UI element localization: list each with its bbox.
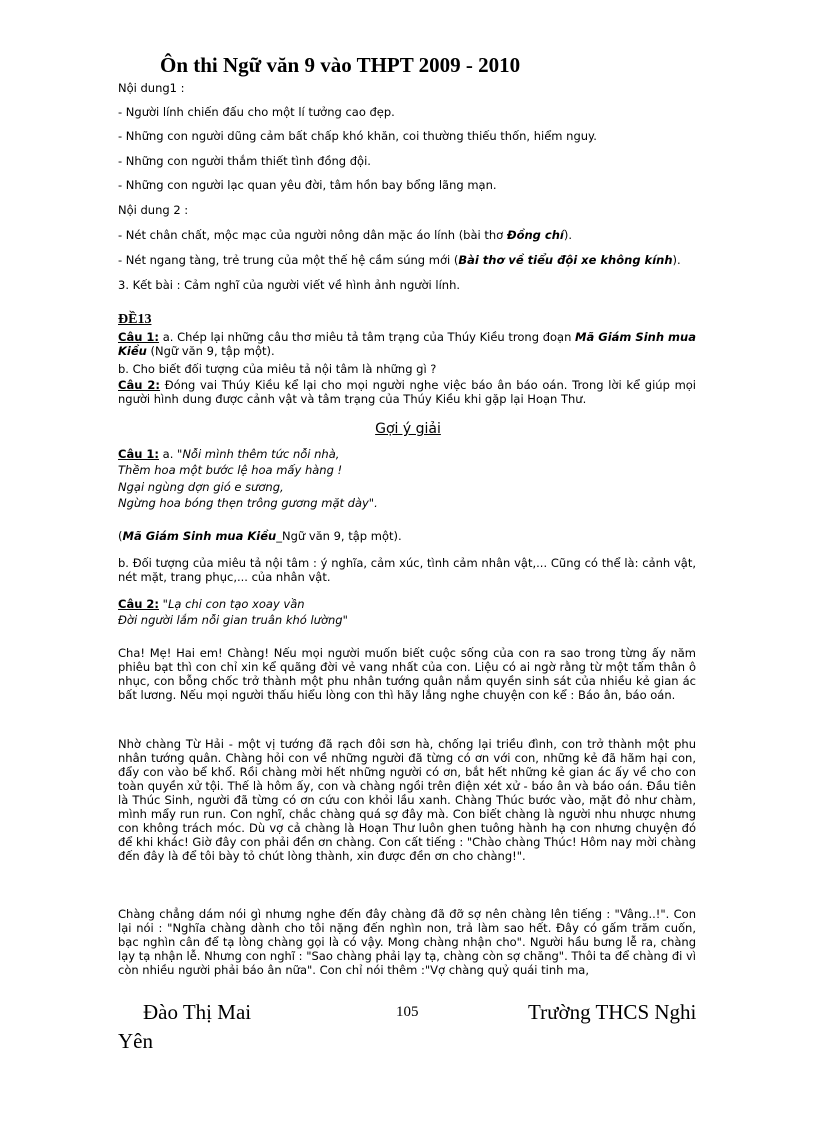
question-2 xyxy=(118,378,696,406)
conclusion-line: 3. Kết bài : Cảm nghĩ của người viết về hình ảnh người lính. xyxy=(118,278,461,292)
text-span: ). xyxy=(672,253,681,267)
question-label: Câu 2: xyxy=(118,378,161,392)
text-span: a. Chép lại những câu thơ miêu tả tâm trạng của Thúy Kiều trong đoạn xyxy=(159,330,576,344)
question-1 xyxy=(118,330,696,358)
text-span: a. " xyxy=(159,447,183,461)
page-title: Ôn thi Ngữ văn 9 vào THPT 2009 - 2010 xyxy=(160,53,521,77)
question-label: Câu 2: xyxy=(118,597,159,611)
poem-title: Mã Giám Sinh mua Kiều xyxy=(122,529,277,543)
content-heading-1: Nội dung1 : xyxy=(118,81,185,95)
list-item: - Những con người lạc quan yêu đời, tâm hồn bay bổng lãng mạn. xyxy=(118,178,497,192)
body-paragraph: Cha! Mẹ! Hai em! Chàng! Nếu mọi người muốn biết cuộc sống của con ra sao trong từng ấy năm phiêu bạt thì con chỉ xin kể quãng đời vẻ vang nhất của con. Liệu có ai ngờ rằng từ một tấm thân ô nhục, con bỗng chốc trở thành một phu nhân tướng quân nắm quyền sinh sát của nhiều kẻ gian ác bất lương. Nếu mọi người thấu hiểu lòng con thì hãy lắng nghe chuyện con kể : Báo ân, báo oán. xyxy=(118,646,696,702)
body-paragraph: Nhờ chàng Từ Hải - một vị tướng đã rạch đôi sơn hà, chống lại triều đình, con trở thành một phu nhân tướng quân. Chàng hỏi con về những người đã từng có ơn với con, những kẻ đã hãm hại con, đẩy con vào bể khổ. Rồi chàng mời hết những người có ơn, bắt hết những kẻ gian ác ấy về cho con toàn quyền xử tội. Thế là hôm ấy, con và chàng ngồi trên điện xét xử - báo ân và báo oán. Đầu tiên là Thúc Sinh, người đã từng có ơn cứu con khỏi lầu xanh. Chàng Thúc bước vào, mặt đỏ như chàm, mình mẩy run run. Con nghĩ, chắc chàng quá sợ đây mà. Con biết chàng là người nhu nhược nhưng con không trách móc. Dù vợ cả chàng là Hoạn Thư luôn ghen tuông hành hạ con nhưng chuyện đó để khi khác! Giờ đây con phải đền ơn chàng. Con cất tiếng : "Chào chàng Thúc! Hôm nay mời chàng đến đây là để tôi bày tỏ chút lòng thành, xin được đền ơn cho chàng!". xyxy=(118,737,696,863)
text-span: ( xyxy=(118,529,123,543)
body-paragraph: Chàng chẳng dám nói gì nhưng nghe đến đây chàng đã đỡ sợ nên chàng lên tiếng : "Vâng..!". Con lại nói : "Nghĩa chàng dành cho tôi nặng đến nghìn non, trả làm sao hết. Đây có gấm trăm cuốn, bạc nghìn cân để tạ lòng chàng gọi là có vậy. Mong chàng nhận cho". Người hầu bưng lễ ra, chàng lạy tạ nhận lễ. Nhưng con nghĩ : "Sao chàng phải lạy tạ, chàng còn sợ chăng". Thôi ta để chàng đi vì còn nhiều người phải báo ân nữa". Con chỉ nói thêm :"Vợ chàng quỷ quái tinh ma, xyxy=(118,907,696,977)
text-span: Đóng vai Thúy Kiều kể lại cho mọi người nghe việc báo ân báo oán. Trong lời kể giúp mọi người hình dung được cảnh vật và tâm trạng của Thúy Kiều khi gặp lại Hoạn Thư. xyxy=(118,378,697,406)
list-item xyxy=(118,253,681,267)
question-label: Câu 1: xyxy=(118,447,159,461)
text-span: _Ngữ văn 9, tập một). xyxy=(276,529,402,543)
exam-label: ĐỀ13 xyxy=(118,312,152,327)
footer-author: Đào Thị Mai xyxy=(143,1000,252,1024)
text-span: (Ngữ văn 9, tập một). xyxy=(146,344,275,358)
footer-school: Trường THCS Nghi xyxy=(528,1000,697,1024)
text-span: - Nét ngang tàng, trẻ trung của một thế hệ cầm súng mới ( xyxy=(118,253,459,267)
poem-title: Mã Giám Sinh mua Kiều xyxy=(118,330,696,358)
list-item: - Những con người thắm thiết tình đồng đội. xyxy=(118,154,371,168)
question-1b: b. Cho biết đối tượng của miêu tả nội tâm là những gì ? xyxy=(118,362,437,376)
content-heading-2: Nội dung 2 : xyxy=(118,203,189,217)
question-label: Câu 1: xyxy=(118,330,160,344)
answer-1-line xyxy=(118,447,339,461)
poem-title: Đồng chí xyxy=(506,228,564,242)
poem-title: Bài thơ về tiểu đội xe không kính xyxy=(458,253,673,267)
answer-2-line xyxy=(118,597,305,611)
source-line xyxy=(118,529,402,543)
text-span: ). xyxy=(563,228,573,242)
poem-line: Thềm hoa một bước lệ hoa mấy hàng ! xyxy=(118,463,343,477)
list-item: - Người lính chiến đấu cho một lí tưởng cao đẹp. xyxy=(118,105,395,119)
text-span: - Nét chân chất, mộc mạc của người nông dân mặc áo lính (bài thơ xyxy=(118,228,507,242)
poem-line: Ngừng hoa bóng thẹn trông gương mặt dày". xyxy=(118,496,378,510)
answer-1b: b. Đối tượng của miêu tả nội tâm : ý nghĩa, cảm xúc, tình cảm nhân vật,... Cũng có thể là: cảnh vật, nét mặt, trang phục,... của nhân vật. xyxy=(118,556,696,584)
list-item: - Những con người dũng cảm bất chấp khó khăn, coi thường thiếu thốn, hiểm nguy. xyxy=(118,129,597,143)
poem-line: Đời người lắm nỗi gian truân khó lường" xyxy=(118,613,348,627)
footer-author-cont: Yên xyxy=(118,1029,153,1053)
poem-line: Ngại ngùng dợn gió e sương, xyxy=(118,480,284,494)
poem-line: Nỗi mình thêm tức nỗi nhà, xyxy=(182,447,340,461)
text-span: " xyxy=(159,597,168,611)
page-number: 105 xyxy=(396,1004,419,1020)
list-item xyxy=(118,228,572,242)
section-heading: Gợi ý giải xyxy=(375,421,441,437)
poem-line: Lạ chi con tạo xoay vần xyxy=(167,597,305,611)
